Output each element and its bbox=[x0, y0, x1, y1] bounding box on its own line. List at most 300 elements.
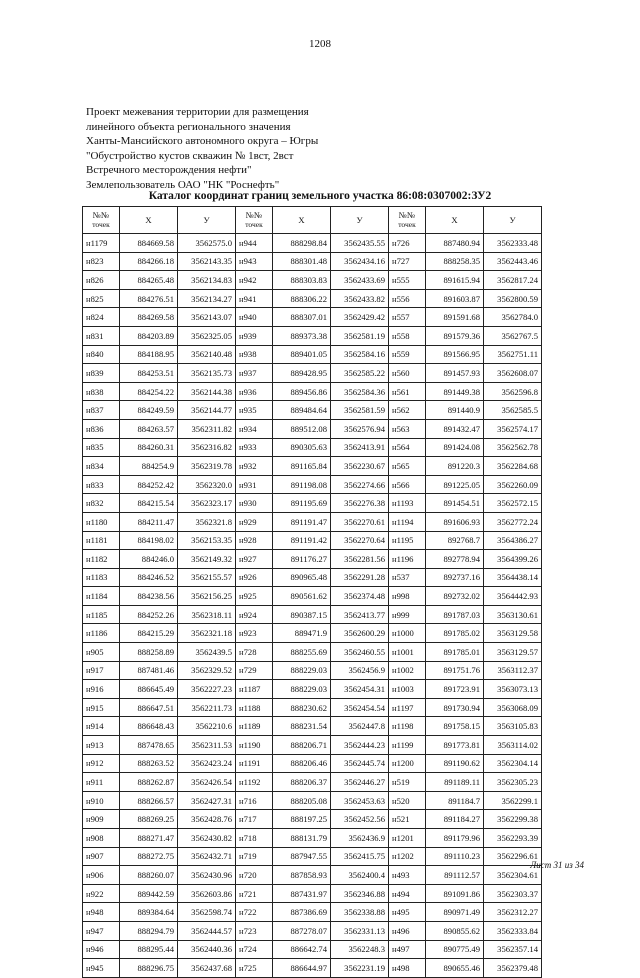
x-coordinate-cell: 888294.79 bbox=[120, 921, 178, 940]
y-coordinate-cell: 3562230.67 bbox=[331, 457, 389, 476]
point-name-cell: н917 bbox=[83, 661, 120, 680]
x-coordinate-cell: 891440.9 bbox=[426, 401, 484, 420]
x-coordinate-cell: 884253.51 bbox=[120, 364, 178, 383]
y-coordinate-cell: 3562260.09 bbox=[484, 475, 542, 494]
table-row bbox=[83, 643, 542, 662]
point-name-cell: н519 bbox=[389, 773, 426, 792]
x-coordinate-cell: 887947.55 bbox=[273, 847, 331, 866]
y-coordinate-cell: 3562440.36 bbox=[178, 940, 236, 959]
point-name-cell: н1201 bbox=[389, 829, 426, 848]
y-coordinate-cell: 3562276.38 bbox=[331, 494, 389, 513]
point-name-cell: н909 bbox=[83, 810, 120, 829]
document-header bbox=[86, 105, 318, 192]
table-row bbox=[83, 717, 542, 736]
table-row bbox=[83, 866, 542, 885]
point-name-cell: н497 bbox=[389, 940, 426, 959]
y-coordinate-cell: 3562596.8 bbox=[484, 382, 542, 401]
y-coordinate-cell: 3562299.38 bbox=[484, 810, 542, 829]
point-name-cell: н717 bbox=[236, 810, 273, 829]
y-coordinate-cell: 3562435.55 bbox=[331, 234, 389, 253]
x-coordinate-cell: 884215.29 bbox=[120, 624, 178, 643]
x-coordinate-cell: 889401.05 bbox=[273, 345, 331, 364]
y-coordinate-cell: 3563105.83 bbox=[484, 717, 542, 736]
table-row bbox=[83, 512, 542, 531]
x-coordinate-cell: 890965.48 bbox=[273, 568, 331, 587]
x-coordinate-cell: 887386.69 bbox=[273, 903, 331, 922]
point-name-cell: н836 bbox=[83, 419, 120, 438]
point-name-cell: н923 bbox=[236, 624, 273, 643]
col-header-x: X bbox=[120, 207, 178, 234]
point-name-cell: н940 bbox=[236, 308, 273, 327]
y-coordinate-cell: 3562603.86 bbox=[178, 884, 236, 903]
point-name-cell: н934 bbox=[236, 419, 273, 438]
point-name-cell: н946 bbox=[83, 940, 120, 959]
point-name-cell: н932 bbox=[236, 457, 273, 476]
y-coordinate-cell: 3562608.07 bbox=[484, 364, 542, 383]
y-coordinate-cell: 3562574.17 bbox=[484, 419, 542, 438]
table-row bbox=[83, 810, 542, 829]
y-coordinate-cell: 3562274.66 bbox=[331, 475, 389, 494]
point-name-cell: н1198 bbox=[389, 717, 426, 736]
point-name-cell: н1202 bbox=[389, 847, 426, 866]
point-name-cell: н826 bbox=[83, 271, 120, 290]
point-name-cell: н1185 bbox=[83, 605, 120, 624]
x-coordinate-cell: 884252.42 bbox=[120, 475, 178, 494]
point-name-cell: н834 bbox=[83, 457, 120, 476]
x-coordinate-cell: 891091.86 bbox=[426, 884, 484, 903]
x-coordinate-cell: 888271.47 bbox=[120, 829, 178, 848]
x-coordinate-cell: 888206.37 bbox=[273, 773, 331, 792]
y-coordinate-cell: 3562413.77 bbox=[331, 605, 389, 624]
y-coordinate-cell: 3562575.0 bbox=[178, 234, 236, 253]
table-row bbox=[83, 754, 542, 773]
y-coordinate-cell: 3562270.61 bbox=[331, 512, 389, 531]
y-coordinate-cell: 3563130.61 bbox=[484, 605, 542, 624]
y-coordinate-cell: 3562600.29 bbox=[331, 624, 389, 643]
table-row bbox=[83, 736, 542, 755]
point-name-cell: н927 bbox=[236, 550, 273, 569]
x-coordinate-cell: 886648.43 bbox=[120, 717, 178, 736]
point-name-cell: н1003 bbox=[389, 680, 426, 699]
x-coordinate-cell: 888206.71 bbox=[273, 736, 331, 755]
y-coordinate-cell: 3562311.82 bbox=[178, 419, 236, 438]
x-coordinate-cell: 891758.15 bbox=[426, 717, 484, 736]
point-name-cell: н931 bbox=[236, 475, 273, 494]
y-coordinate-cell: 3562143.07 bbox=[178, 308, 236, 327]
y-coordinate-cell: 3562134.27 bbox=[178, 289, 236, 308]
y-coordinate-cell: 3562433.82 bbox=[331, 289, 389, 308]
catalog-title: Каталог координат границ земельного участка 86:08:0307002:ЗУ2 bbox=[148, 190, 492, 202]
point-name-cell: н1183 bbox=[83, 568, 120, 587]
x-coordinate-cell: 888306.22 bbox=[273, 289, 331, 308]
y-coordinate-cell: 3562584.16 bbox=[331, 345, 389, 364]
y-coordinate-cell: 3562427.31 bbox=[178, 791, 236, 810]
point-name-cell: н840 bbox=[83, 345, 120, 364]
x-coordinate-cell: 888266.57 bbox=[120, 791, 178, 810]
x-coordinate-cell: 888229.03 bbox=[273, 680, 331, 699]
point-name-cell: н561 bbox=[389, 382, 426, 401]
point-name-cell: н495 bbox=[389, 903, 426, 922]
point-name-cell: н998 bbox=[389, 587, 426, 606]
table-row bbox=[83, 605, 542, 624]
point-name-cell: н910 bbox=[83, 791, 120, 810]
point-name-cell: н832 bbox=[83, 494, 120, 513]
x-coordinate-cell: 889471.9 bbox=[273, 624, 331, 643]
point-name-cell: н941 bbox=[236, 289, 273, 308]
col-header-x: X bbox=[273, 207, 331, 234]
y-coordinate-cell: 3562323.17 bbox=[178, 494, 236, 513]
y-coordinate-cell: 3562447.8 bbox=[331, 717, 389, 736]
x-coordinate-cell: 888258.35 bbox=[426, 252, 484, 271]
point-name-cell: н725 bbox=[236, 959, 273, 978]
point-name-cell: н726 bbox=[389, 234, 426, 253]
point-name-cell: н562 bbox=[389, 401, 426, 420]
point-name-cell: н907 bbox=[83, 847, 120, 866]
table-row bbox=[83, 661, 542, 680]
point-name-cell: н837 bbox=[83, 401, 120, 420]
point-name-cell: н1180 bbox=[83, 512, 120, 531]
point-name-cell: н565 bbox=[389, 457, 426, 476]
point-name-cell: н720 bbox=[236, 866, 273, 885]
point-name-cell: н936 bbox=[236, 382, 273, 401]
x-coordinate-cell: 891165.84 bbox=[273, 457, 331, 476]
y-coordinate-cell: 3562423.24 bbox=[178, 754, 236, 773]
y-coordinate-cell: 3562453.63 bbox=[331, 791, 389, 810]
table-row bbox=[83, 494, 542, 513]
x-coordinate-cell: 890971.49 bbox=[426, 903, 484, 922]
point-name-cell: н724 bbox=[236, 940, 273, 959]
y-coordinate-cell: 3564399.26 bbox=[484, 550, 542, 569]
page-number: 1208 bbox=[309, 38, 331, 50]
y-coordinate-cell: 3562415.75 bbox=[331, 847, 389, 866]
point-name-cell: н912 bbox=[83, 754, 120, 773]
y-coordinate-cell: 3562248.3 bbox=[331, 940, 389, 959]
x-coordinate-cell: 891184.27 bbox=[426, 810, 484, 829]
point-name-cell: н937 bbox=[236, 364, 273, 383]
table-row bbox=[83, 624, 542, 643]
point-name-cell: н498 bbox=[389, 959, 426, 978]
x-coordinate-cell: 891773.81 bbox=[426, 736, 484, 755]
point-name-cell: н566 bbox=[389, 475, 426, 494]
point-name-cell: н521 bbox=[389, 810, 426, 829]
y-coordinate-cell: 3562291.28 bbox=[331, 568, 389, 587]
x-coordinate-cell: 884276.51 bbox=[120, 289, 178, 308]
x-coordinate-cell: 888206.46 bbox=[273, 754, 331, 773]
table-row bbox=[83, 587, 542, 606]
table-row bbox=[83, 698, 542, 717]
y-coordinate-cell: 3562270.64 bbox=[331, 531, 389, 550]
table-row bbox=[83, 475, 542, 494]
y-coordinate-cell: 3562800.59 bbox=[484, 289, 542, 308]
x-coordinate-cell: 889428.95 bbox=[273, 364, 331, 383]
table-row bbox=[83, 773, 542, 792]
point-name-cell: н727 bbox=[389, 252, 426, 271]
y-coordinate-cell: 3562144.38 bbox=[178, 382, 236, 401]
point-name-cell: н721 bbox=[236, 884, 273, 903]
point-name-cell: н1179 bbox=[83, 234, 120, 253]
point-name-cell: н831 bbox=[83, 326, 120, 345]
point-name-cell: н558 bbox=[389, 326, 426, 345]
y-coordinate-cell: 3562784.0 bbox=[484, 308, 542, 327]
x-coordinate-cell: 884211.47 bbox=[120, 512, 178, 531]
x-coordinate-cell: 888295.44 bbox=[120, 940, 178, 959]
y-coordinate-cell: 3562304.14 bbox=[484, 754, 542, 773]
x-coordinate-cell: 884246.52 bbox=[120, 568, 178, 587]
x-coordinate-cell: 884260.31 bbox=[120, 438, 178, 457]
y-coordinate-cell: 3562379.48 bbox=[484, 959, 542, 978]
table-row bbox=[83, 457, 542, 476]
table-header-row bbox=[83, 207, 542, 234]
x-coordinate-cell: 890561.62 bbox=[273, 587, 331, 606]
x-coordinate-cell: 888263.52 bbox=[120, 754, 178, 773]
y-coordinate-cell: 3562598.74 bbox=[178, 903, 236, 922]
point-name-cell: н1188 bbox=[236, 698, 273, 717]
x-coordinate-cell: 887480.94 bbox=[426, 234, 484, 253]
y-coordinate-cell: 3562140.48 bbox=[178, 345, 236, 364]
col-header-point: №№ точек bbox=[236, 207, 273, 234]
point-name-cell: н1000 bbox=[389, 624, 426, 643]
header-line: Проект межевания территории для размещения bbox=[86, 106, 309, 118]
y-coordinate-cell: 3562400.4 bbox=[331, 866, 389, 885]
y-coordinate-cell: 3563068.09 bbox=[484, 698, 542, 717]
table-body bbox=[83, 234, 542, 978]
x-coordinate-cell: 888296.75 bbox=[120, 959, 178, 978]
col-header-y: У bbox=[331, 207, 389, 234]
y-coordinate-cell: 3562312.27 bbox=[484, 903, 542, 922]
x-coordinate-cell: 888131.79 bbox=[273, 829, 331, 848]
y-coordinate-cell: 3562456.9 bbox=[331, 661, 389, 680]
x-coordinate-cell: 884265.48 bbox=[120, 271, 178, 290]
point-name-cell: н924 bbox=[236, 605, 273, 624]
x-coordinate-cell: 891723.91 bbox=[426, 680, 484, 699]
table-row bbox=[83, 940, 542, 959]
point-name-cell: н925 bbox=[236, 587, 273, 606]
x-coordinate-cell: 889373.38 bbox=[273, 326, 331, 345]
point-name-cell: н1189 bbox=[236, 717, 273, 736]
point-name-cell: н929 bbox=[236, 512, 273, 531]
x-coordinate-cell: 891606.93 bbox=[426, 512, 484, 531]
point-name-cell: н1192 bbox=[236, 773, 273, 792]
x-coordinate-cell: 891189.11 bbox=[426, 773, 484, 792]
y-coordinate-cell: 3562318.11 bbox=[178, 605, 236, 624]
x-coordinate-cell: 888231.54 bbox=[273, 717, 331, 736]
point-name-cell: н948 bbox=[83, 903, 120, 922]
point-name-cell: н1200 bbox=[389, 754, 426, 773]
x-coordinate-cell: 884215.54 bbox=[120, 494, 178, 513]
y-coordinate-cell: 3562231.19 bbox=[331, 959, 389, 978]
point-name-cell: н493 bbox=[389, 866, 426, 885]
y-coordinate-cell: 3562329.52 bbox=[178, 661, 236, 680]
y-coordinate-cell: 3562585.5 bbox=[484, 401, 542, 420]
point-name-cell: н1187 bbox=[236, 680, 273, 699]
x-coordinate-cell: 891730.94 bbox=[426, 698, 484, 717]
x-coordinate-cell: 888301.48 bbox=[273, 252, 331, 271]
table-row bbox=[83, 326, 542, 345]
table-row bbox=[83, 401, 542, 420]
x-coordinate-cell: 886645.49 bbox=[120, 680, 178, 699]
point-name-cell: н723 bbox=[236, 921, 273, 940]
y-coordinate-cell: 3562333.84 bbox=[484, 921, 542, 940]
x-coordinate-cell: 891198.08 bbox=[273, 475, 331, 494]
y-coordinate-cell: 3562338.88 bbox=[331, 903, 389, 922]
y-coordinate-cell: 3563114.02 bbox=[484, 736, 542, 755]
x-coordinate-cell: 884203.89 bbox=[120, 326, 178, 345]
sheet-footer: Лист 31 из 34 bbox=[530, 860, 584, 870]
x-coordinate-cell: 887431.97 bbox=[273, 884, 331, 903]
point-name-cell: н1194 bbox=[389, 512, 426, 531]
point-name-cell: н1191 bbox=[236, 754, 273, 773]
x-coordinate-cell: 891191.42 bbox=[273, 531, 331, 550]
x-coordinate-cell: 890387.15 bbox=[273, 605, 331, 624]
point-name-cell: н928 bbox=[236, 531, 273, 550]
x-coordinate-cell: 888272.75 bbox=[120, 847, 178, 866]
point-name-cell: н824 bbox=[83, 308, 120, 327]
x-coordinate-cell: 892732.02 bbox=[426, 587, 484, 606]
y-coordinate-cell: 3562319.78 bbox=[178, 457, 236, 476]
y-coordinate-cell: 3562210.6 bbox=[178, 717, 236, 736]
y-coordinate-cell: 3562460.55 bbox=[331, 643, 389, 662]
x-coordinate-cell: 891176.27 bbox=[273, 550, 331, 569]
point-name-cell: н942 bbox=[236, 271, 273, 290]
y-coordinate-cell: 3563129.57 bbox=[484, 643, 542, 662]
x-coordinate-cell: 891454.51 bbox=[426, 494, 484, 513]
y-coordinate-cell: 3562357.14 bbox=[484, 940, 542, 959]
table-row bbox=[83, 791, 542, 810]
x-coordinate-cell: 886644.97 bbox=[273, 959, 331, 978]
x-coordinate-cell: 891579.36 bbox=[426, 326, 484, 345]
header-line: Землепользователь ОАО "НК "Роснефть" bbox=[86, 178, 280, 191]
table-row bbox=[83, 921, 542, 940]
point-name-cell: н1186 bbox=[83, 624, 120, 643]
table-row bbox=[83, 680, 542, 699]
y-coordinate-cell: 3562452.56 bbox=[331, 810, 389, 829]
x-coordinate-cell: 891787.03 bbox=[426, 605, 484, 624]
coordinates-table bbox=[82, 206, 542, 978]
y-coordinate-cell: 3562320.0 bbox=[178, 475, 236, 494]
y-coordinate-cell: 3562149.32 bbox=[178, 550, 236, 569]
point-name-cell: н908 bbox=[83, 829, 120, 848]
point-name-cell: н560 bbox=[389, 364, 426, 383]
point-name-cell: н1193 bbox=[389, 494, 426, 513]
y-coordinate-cell: 3564386.27 bbox=[484, 531, 542, 550]
x-coordinate-cell: 884188.95 bbox=[120, 345, 178, 364]
point-name-cell: н922 bbox=[83, 884, 120, 903]
y-coordinate-cell: 3562446.27 bbox=[331, 773, 389, 792]
point-name-cell: н835 bbox=[83, 438, 120, 457]
point-name-cell: н719 bbox=[236, 847, 273, 866]
y-coordinate-cell: 3562311.53 bbox=[178, 736, 236, 755]
point-name-cell: н938 bbox=[236, 345, 273, 364]
y-coordinate-cell: 3562325.05 bbox=[178, 326, 236, 345]
x-coordinate-cell: 892768.7 bbox=[426, 531, 484, 550]
col-header-point: №№ точек bbox=[389, 207, 426, 234]
x-coordinate-cell: 888269.25 bbox=[120, 810, 178, 829]
point-name-cell: н947 bbox=[83, 921, 120, 940]
x-coordinate-cell: 891785.01 bbox=[426, 643, 484, 662]
y-coordinate-cell: 3562817.24 bbox=[484, 271, 542, 290]
point-name-cell: н1182 bbox=[83, 550, 120, 569]
y-coordinate-cell: 3562434.16 bbox=[331, 252, 389, 271]
x-coordinate-cell: 891195.69 bbox=[273, 494, 331, 513]
x-coordinate-cell: 891432.47 bbox=[426, 419, 484, 438]
y-coordinate-cell: 3562436.9 bbox=[331, 829, 389, 848]
x-coordinate-cell: 886642.74 bbox=[273, 940, 331, 959]
table-row bbox=[83, 419, 542, 438]
point-name-cell: н914 bbox=[83, 717, 120, 736]
y-coordinate-cell: 3563112.37 bbox=[484, 661, 542, 680]
y-coordinate-cell: 3562346.88 bbox=[331, 884, 389, 903]
table-row bbox=[83, 289, 542, 308]
y-coordinate-cell: 3562444.57 bbox=[178, 921, 236, 940]
point-name-cell: н911 bbox=[83, 773, 120, 792]
point-name-cell: н559 bbox=[389, 345, 426, 364]
table-row bbox=[83, 438, 542, 457]
x-coordinate-cell: 889512.08 bbox=[273, 419, 331, 438]
y-coordinate-cell: 3562303.37 bbox=[484, 884, 542, 903]
x-coordinate-cell: 888303.83 bbox=[273, 271, 331, 290]
point-name-cell: н935 bbox=[236, 401, 273, 420]
y-coordinate-cell: 3563129.58 bbox=[484, 624, 542, 643]
point-name-cell: н944 bbox=[236, 234, 273, 253]
point-name-cell: н1199 bbox=[389, 736, 426, 755]
y-coordinate-cell: 3562429.42 bbox=[331, 308, 389, 327]
table-row bbox=[83, 550, 542, 569]
point-name-cell: н839 bbox=[83, 364, 120, 383]
y-coordinate-cell: 3562333.48 bbox=[484, 234, 542, 253]
point-name-cell: н729 bbox=[236, 661, 273, 680]
y-coordinate-cell: 3562581.19 bbox=[331, 326, 389, 345]
x-coordinate-cell: 884252.26 bbox=[120, 605, 178, 624]
table-row bbox=[83, 959, 542, 978]
y-coordinate-cell: 3562584.36 bbox=[331, 382, 389, 401]
y-coordinate-cell: 3562144.77 bbox=[178, 401, 236, 420]
x-coordinate-cell: 888258.89 bbox=[120, 643, 178, 662]
table-row bbox=[83, 364, 542, 383]
y-coordinate-cell: 3562413.91 bbox=[331, 438, 389, 457]
y-coordinate-cell: 3562430.96 bbox=[178, 866, 236, 885]
col-header-x: X bbox=[426, 207, 484, 234]
y-coordinate-cell: 3562135.73 bbox=[178, 364, 236, 383]
table-row bbox=[83, 884, 542, 903]
y-coordinate-cell: 3562439.5 bbox=[178, 643, 236, 662]
y-coordinate-cell: 3562585.22 bbox=[331, 364, 389, 383]
point-name-cell: н916 bbox=[83, 680, 120, 699]
y-coordinate-cell: 3562281.56 bbox=[331, 550, 389, 569]
x-coordinate-cell: 889456.86 bbox=[273, 382, 331, 401]
x-coordinate-cell: 890855.62 bbox=[426, 921, 484, 940]
point-name-cell: н823 bbox=[83, 252, 120, 271]
header-line: Встречного месторождения нефти" bbox=[86, 164, 252, 176]
point-name-cell: н555 bbox=[389, 271, 426, 290]
point-name-cell: н1196 bbox=[389, 550, 426, 569]
x-coordinate-cell: 891424.08 bbox=[426, 438, 484, 457]
y-coordinate-cell: 3562143.35 bbox=[178, 252, 236, 271]
point-name-cell: н1197 bbox=[389, 698, 426, 717]
y-coordinate-cell: 3562304.61 bbox=[484, 866, 542, 885]
x-coordinate-cell: 888205.08 bbox=[273, 791, 331, 810]
y-coordinate-cell: 3562299.1 bbox=[484, 791, 542, 810]
x-coordinate-cell: 891457.93 bbox=[426, 364, 484, 383]
y-coordinate-cell: 3562772.24 bbox=[484, 512, 542, 531]
table-row bbox=[83, 531, 542, 550]
y-coordinate-cell: 3562445.74 bbox=[331, 754, 389, 773]
point-name-cell: н933 bbox=[236, 438, 273, 457]
x-coordinate-cell: 891110.23 bbox=[426, 847, 484, 866]
y-coordinate-cell: 3562572.15 bbox=[484, 494, 542, 513]
header-line: линейного объекта регионального значения bbox=[86, 120, 291, 133]
y-coordinate-cell: 3562305.23 bbox=[484, 773, 542, 792]
point-name-cell: н1002 bbox=[389, 661, 426, 680]
